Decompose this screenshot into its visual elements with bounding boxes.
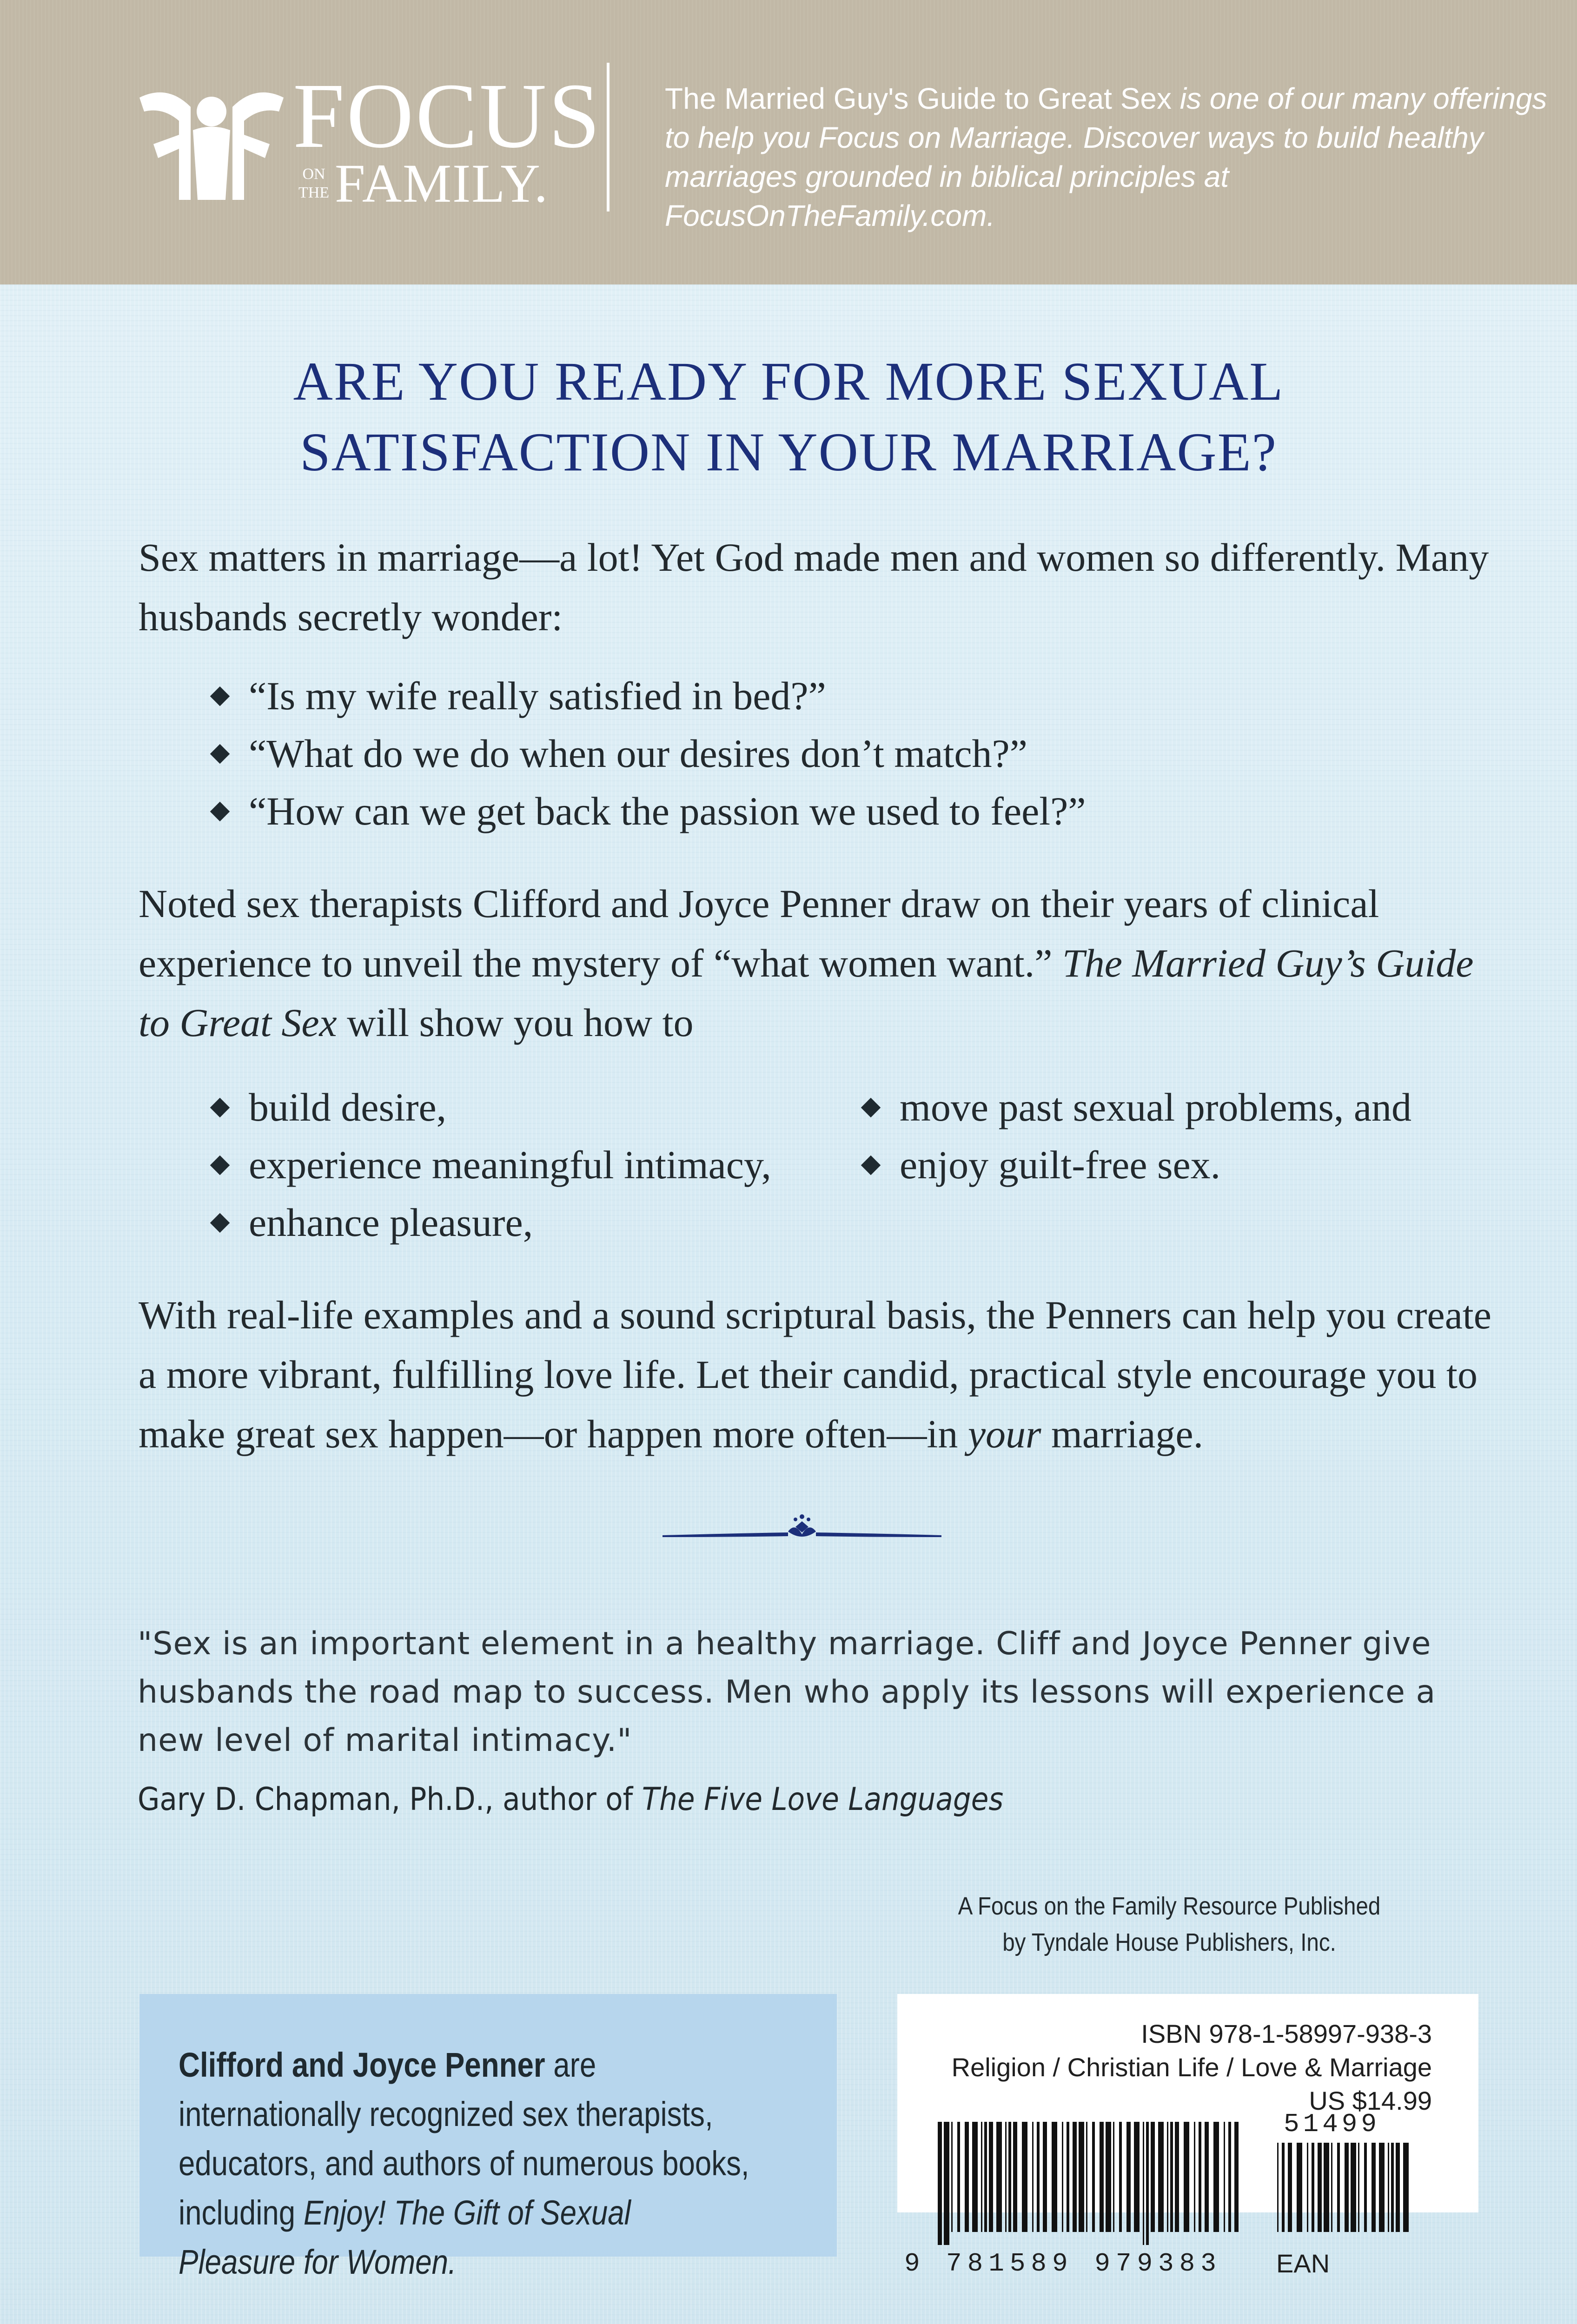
quote-author-book: The Five Love Languages [642, 1781, 1004, 1818]
barcode-bar [1005, 2122, 1007, 2232]
price-code: 51499 [1283, 2109, 1381, 2139]
logo-focus-text: FOCUS [293, 65, 602, 167]
barcode-bar [984, 2122, 987, 2232]
book-price: US $14.99 [1309, 2086, 1432, 2115]
barcode-bar [1170, 2122, 1173, 2232]
barcode-bar [1372, 2143, 1376, 2232]
barcode-bar [1277, 2143, 1279, 2232]
diamond-bullet-icon [210, 1155, 230, 1175]
book-title: The Married Guy’s Guide to Great Sex [139, 941, 1474, 1045]
barcode-bar [972, 2122, 978, 2232]
barcode-bar [1086, 2122, 1087, 2232]
barcode-bar [1062, 2122, 1063, 2232]
logo-on-the-text: ON THE [298, 165, 330, 201]
barcode-bar [1134, 2122, 1140, 2232]
barcode-bar [1175, 2122, 1179, 2232]
barcode-bar [1067, 2122, 1069, 2232]
barcode-bar [1213, 2122, 1219, 2232]
barcode-bar [1199, 2122, 1201, 2232]
list-item: build desire, [205, 1078, 1506, 1136]
barcode-bar [1282, 2143, 1285, 2232]
top-blurb [665, 79, 1548, 235]
barcode-bar [1205, 2122, 1209, 2232]
barcode-bar [1288, 2143, 1292, 2232]
diamond-bullet-icon [861, 1155, 881, 1175]
barcode-bar [1022, 2122, 1027, 2232]
barcode-bar [957, 2122, 960, 2232]
blurb-book-title: The Married Guy's Guide to Great Sex [665, 82, 1172, 115]
author-bio-text: Clifford and Joyce Penner are internationally recognized sex therapists, educators, and authors of numerous books, including Enjoy! The Gift of Sexual Pleasure for Women. [179, 2046, 749, 2281]
barcode-bar [1043, 2122, 1047, 2232]
isbn-number: ISBN 978-1-58997-938-3 [1141, 2019, 1432, 2048]
barcode-bar [1100, 2122, 1104, 2232]
headline-line-2: SATISFACTION IN YOUR MARRIAGE? [299, 422, 1278, 482]
barcode-number: 781589 979383 [946, 2249, 1222, 2278]
barcode-bar [1388, 2143, 1389, 2232]
blurb-text: is one of our many offerings to help you Focus on Marriage. Discover ways to build healthy marriages grounded in biblical principles at FocusOnTheFamily.com. [665, 82, 1547, 232]
barcode-bar [1307, 2143, 1308, 2232]
barcode-bar [938, 2122, 942, 2245]
question-list [205, 667, 1506, 840]
family-logo-icon [135, 79, 288, 209]
price-barcode-icon [1276, 2143, 1411, 2245]
barcode-bar [1158, 2122, 1164, 2232]
intro-paragraph: Sex matters in marriage—a lot! Yet God made men and women so differently. Many husbands secretly wonder: [139, 535, 1489, 639]
author-book-title: Enjoy! The Gift of Sexual Pleasure for Women. [179, 2193, 631, 2281]
barcode-bar [1318, 2143, 1322, 2232]
closing-paragraph: With real-life examples and a sound scriptural basis, the Penners can help you create a more vibrant, fulfilling love life. Let their candid, practical style encourage you to make great sex happen—or happen more often—in your marriage. [139, 1293, 1491, 1456]
barcode-bar [996, 2122, 1002, 2232]
list-item: enjoy guilt-free sex. [855, 1136, 1506, 1194]
barcode-bar [944, 2122, 949, 2245]
barcode-bar [1331, 2143, 1332, 2232]
author-names: Clifford and Joyce Penner [179, 2046, 545, 2084]
endorsement-quote: "Sex is an important element in a healthy marriage. Cliff and Joyce Penner give husbands the road map to success. Men who apply its lessons will experience a new level of marital intimacy." [138, 1625, 1436, 1759]
barcode-bar [1194, 2122, 1195, 2232]
diamond-bullet-icon [210, 802, 230, 821]
isbn-barcode-icon [937, 2122, 1239, 2245]
barcode-bar [1146, 2122, 1149, 2245]
barcode-bar [1224, 2122, 1225, 2232]
barcode-bar [1337, 2143, 1340, 2232]
barcode-bar [1364, 2143, 1367, 2232]
barcode-bar [1151, 2122, 1155, 2232]
barcode-bar [1345, 2143, 1349, 2232]
barcode-bar [1008, 2122, 1011, 2232]
list-item: move past sexual problems, and [855, 1078, 1506, 1136]
barcode-bar [1403, 2143, 1409, 2232]
barcode-bar [989, 2122, 993, 2232]
top-band [0, 0, 1577, 284]
barcode-bar [1079, 2122, 1084, 2232]
barcode-bar [1324, 2143, 1329, 2232]
headline-line-1: ARE YOU READY FOR MORE SEXUAL [293, 351, 1284, 412]
barcode-bar [1184, 2122, 1189, 2232]
barcode-bar [1092, 2122, 1095, 2232]
barcode-bar [1073, 2122, 1077, 2232]
barcode-bar [981, 2122, 982, 2232]
barcode-lead-digit: 9 [904, 2249, 920, 2278]
barcode-bar [1228, 2122, 1231, 2232]
isbn-info [921, 2017, 1432, 2118]
barcode-bar [1391, 2143, 1394, 2232]
barcode-bar [1113, 2122, 1114, 2232]
quote-author: Gary D. Chapman, Ph.D., author of The Five Love Languages [138, 1781, 1004, 1818]
list-item: “How can we get back the passion we used to feel?” [205, 782, 1506, 840]
barcode-bar [1119, 2122, 1122, 2232]
barcode-bar [1167, 2122, 1168, 2232]
logo-family-text: FAMILY. [335, 153, 549, 214]
barcode-bar [1234, 2122, 1239, 2232]
diamond-bullet-icon [210, 687, 230, 706]
barcode-bar [1106, 2122, 1111, 2232]
diamond-bullet-icon [210, 744, 230, 764]
barcode-bar [1143, 2122, 1144, 2245]
barcode-bar [1126, 2122, 1131, 2232]
barcode-bar [1013, 2122, 1017, 2232]
list-item: enhance pleasure, [205, 1194, 1506, 1251]
description-paragraph: Noted sex therapists Clifford and Joyce Penner draw on their years of clinical experience to unveil the mystery of “what women want.” The Married Guy’s Guide to Great Sex will show you how to [139, 881, 1474, 1045]
list-item: “What do we do when our desires don’t match?” [205, 725, 1506, 782]
barcode-bar [1312, 2143, 1314, 2232]
diamond-bullet-icon [210, 1098, 230, 1117]
barcode-bar [1351, 2143, 1356, 2232]
ornament-divider-icon [663, 1508, 941, 1555]
barcode-bar [1379, 2143, 1385, 2232]
barcode-bar [965, 2122, 969, 2232]
barcode-bar [951, 2122, 953, 2232]
barcode-bar [1052, 2122, 1057, 2232]
diamond-bullet-icon [210, 1213, 230, 1233]
book-category: Religion / Christian Life / Love & Marriage [951, 2053, 1432, 2082]
benefits-list-right [855, 1078, 1506, 1194]
ean-label: EAN [1276, 2249, 1330, 2278]
publisher-credit: A Focus on the Family Resource Published by Tyndale House Publishers, Inc. [958, 1892, 1381, 1956]
diamond-bullet-icon [861, 1098, 881, 1117]
barcode-bar [1032, 2122, 1034, 2232]
headline [0, 346, 1577, 488]
barcode-bar [1396, 2143, 1400, 2232]
barcode-bar [1037, 2122, 1040, 2232]
list-item: “Is my wife really satisfied in bed?” [205, 667, 1506, 725]
barcode-bar [1358, 2143, 1359, 2232]
list-item: experience meaningful intimacy, [205, 1136, 1506, 1194]
barcode-bar [1297, 2143, 1302, 2232]
author-bio-box [139, 1994, 837, 2281]
logo-divider [607, 63, 610, 211]
